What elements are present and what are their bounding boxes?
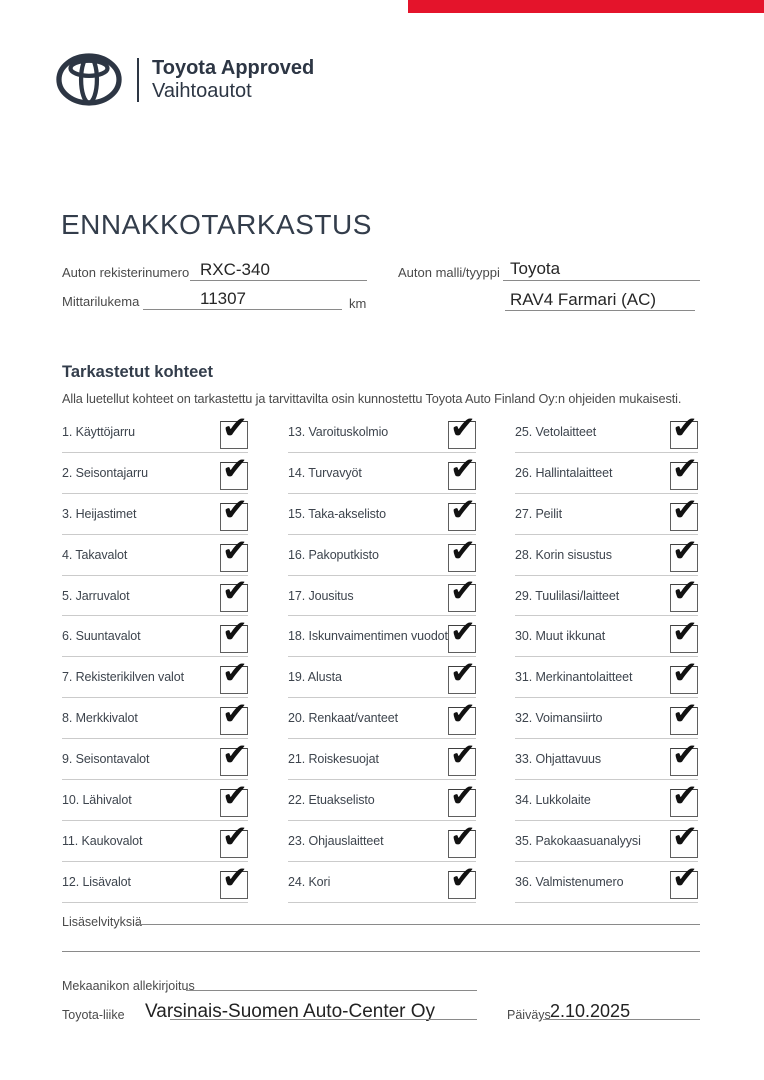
checklist-item-label: 1. Käyttöjarru [62, 424, 135, 439]
checkmark-icon: ✔ [222, 737, 248, 774]
checkbox[interactable] [670, 614, 698, 653]
checkmark-icon: ✔ [222, 573, 248, 610]
checklist-item-label: 36. Valmistenumero [515, 874, 624, 889]
brand-subtitle: Vaihtoautot [152, 79, 252, 102]
section-heading: Tarkastetut kohteet [62, 363, 213, 381]
checklist-item [515, 532, 698, 576]
checklist-item [515, 818, 698, 862]
checklist-item [288, 777, 476, 821]
checklist-item [62, 818, 248, 862]
checkmark-icon: ✔ [222, 491, 248, 528]
checkbox[interactable] [448, 573, 476, 612]
checkmark-icon: ✔ [672, 737, 698, 774]
checkmark-icon: ✔ [672, 859, 698, 896]
checkmark-icon: ✔ [222, 696, 248, 733]
checkmark-icon: ✔ [450, 737, 476, 774]
brand-header [56, 53, 314, 106]
dealer-label: Toyota-liike [62, 1008, 125, 1022]
checklist-item [62, 698, 248, 739]
checklist-item [288, 859, 476, 903]
checkbox[interactable] [220, 491, 248, 531]
notes-label: Lisäselvityksiä [62, 915, 142, 929]
checklist-item-label: 20. Renkaat/vanteet [288, 711, 398, 726]
checklist-item-label: 18. Iskunvaimentimen vuodot [288, 629, 448, 644]
checkmark-icon: ✔ [222, 409, 248, 446]
checkbox[interactable] [448, 409, 476, 449]
reg-number-value[interactable]: RXC-340 [200, 260, 270, 279]
checklist-item-label: 33. Ohjattavuus [515, 752, 602, 767]
checklist-item [288, 657, 476, 698]
checklist-item [515, 657, 698, 698]
checkbox[interactable] [670, 655, 698, 694]
checkbox[interactable] [448, 532, 476, 572]
checkbox[interactable] [220, 696, 248, 735]
odometer-value[interactable]: 11307 [200, 289, 247, 308]
checkmark-icon: ✔ [450, 777, 476, 814]
reg-number-underline [190, 280, 367, 281]
checklist-item [62, 450, 248, 494]
checkbox[interactable] [448, 737, 476, 776]
checklist-item-label: 27. Peilit [515, 506, 562, 521]
checkbox[interactable] [220, 614, 248, 653]
odometer-unit: km [349, 296, 367, 311]
dealer-value[interactable]: Varsinais-Suomen Auto-Center Oy [145, 1001, 436, 1022]
checklist-item-label: 16. Pakoputkisto [288, 547, 379, 562]
checklist-item-label: 2. Seisontajarru [62, 465, 148, 480]
checklist-item [288, 818, 476, 862]
checkbox[interactable] [220, 532, 248, 572]
checkbox[interactable] [670, 573, 698, 612]
checkmark-icon: ✔ [450, 614, 476, 651]
checkmark-icon: ✔ [672, 655, 698, 692]
checkmark-icon: ✔ [672, 696, 698, 733]
section-description: Alla luetellut kohteet on tarkastettu ja tarvittavilta osin kunnostettu Toyota Auto Finland Oy:n ohjeiden mukaisesti. [62, 392, 682, 406]
checklist-item-label: 31. Merkinantolaitteet [515, 670, 633, 685]
checklist-item [288, 739, 476, 780]
checkmark-icon: ✔ [450, 859, 476, 896]
checklist-item [288, 409, 476, 453]
mechanic-signature-label: Mekaanikon allekirjoitus [62, 979, 195, 993]
checkmark-icon: ✔ [222, 777, 248, 814]
model-type-underline-1 [503, 280, 700, 281]
checklist-item [515, 573, 698, 617]
checklist-item-label: 25. Vetolaitteet [515, 424, 597, 439]
checkmark-icon: ✔ [222, 818, 248, 855]
checkmark-icon: ✔ [672, 777, 698, 814]
checklist-item [288, 698, 476, 739]
checkbox[interactable] [448, 859, 476, 899]
checklist-item-label: 13. Varoituskolmio [288, 424, 389, 439]
checkbox[interactable] [670, 491, 698, 531]
checklist-item-label: 35. Pakokaasuanalyysi [515, 833, 641, 848]
checkbox[interactable] [670, 777, 698, 817]
checklist-item [288, 573, 476, 617]
checkmark-icon: ✔ [222, 450, 248, 487]
checkmark-icon: ✔ [672, 409, 698, 446]
notes-line-2[interactable] [62, 951, 700, 952]
checklist-item [62, 657, 248, 698]
checkmark-icon: ✔ [450, 450, 476, 487]
checklist-item-label: 6. Suuntavalot [62, 629, 141, 644]
checklist-item-label: 3. Heijastimet [62, 506, 137, 521]
checklist-item [62, 777, 248, 821]
checkmark-icon: ✔ [450, 491, 476, 528]
checkmark-icon: ✔ [222, 532, 248, 569]
checkbox[interactable] [220, 737, 248, 776]
model-type-underline-2 [505, 310, 695, 311]
checklist-item-label: 21. Roiskesuojat [288, 752, 379, 767]
checklist-item-label: 23. Ohjauslaitteet [288, 833, 384, 848]
checkbox[interactable] [448, 655, 476, 694]
checklist-item-label: 34. Lukkolaite [515, 792, 591, 807]
checklist-item [62, 491, 248, 535]
checklist-item-label: 14. Turvavyöt [288, 465, 362, 480]
checkbox[interactable] [220, 573, 248, 612]
checkbox[interactable] [670, 818, 698, 858]
checkbox[interactable] [220, 655, 248, 694]
checklist-item [62, 409, 248, 453]
brand-divider [137, 58, 139, 102]
checkmark-icon: ✔ [450, 532, 476, 569]
checkbox[interactable] [220, 450, 248, 490]
top-red-bar [408, 0, 764, 13]
checkmark-icon: ✔ [672, 532, 698, 569]
checklist-column-2 [288, 409, 476, 903]
checklist-item [62, 532, 248, 576]
checkmark-icon: ✔ [222, 859, 248, 896]
model-type-value-line2[interactable]: RAV4 Farmari (AC) [510, 290, 657, 309]
checklist-item [62, 739, 248, 780]
checkbox[interactable] [670, 409, 698, 449]
dealer-underline [170, 1019, 477, 1020]
checkmark-icon: ✔ [450, 573, 476, 610]
checklist-item-label: 5. Jarruvalot [62, 588, 130, 603]
checkbox[interactable] [670, 737, 698, 776]
checkbox[interactable] [670, 859, 698, 899]
checkmark-icon: ✔ [450, 696, 476, 733]
checkmark-icon: ✔ [450, 409, 476, 446]
toyota-logo-icon [56, 53, 122, 106]
page-title: ENNAKKOTARKASTUS [61, 209, 372, 240]
checkbox[interactable] [670, 696, 698, 735]
checklist-item [288, 450, 476, 494]
checklist-item-label: 9. Seisontavalot [62, 752, 150, 767]
checkmark-icon: ✔ [450, 655, 476, 692]
checklist-item-label: 11. Kaukovalot [62, 833, 143, 848]
checklist-item [515, 777, 698, 821]
model-type-label: Auton malli/tyyppi [398, 265, 500, 280]
notes-line-1[interactable] [136, 924, 700, 925]
checkmark-icon: ✔ [672, 491, 698, 528]
checklist-column-1 [62, 409, 248, 903]
checkmark-icon: ✔ [672, 450, 698, 487]
checkmark-icon: ✔ [450, 818, 476, 855]
date-value[interactable]: 2.10.2025 [550, 1001, 631, 1021]
odometer-underline [143, 309, 342, 310]
brand-text [152, 57, 314, 103]
checklist-item-label: 24. Kori [288, 874, 331, 889]
checklist-item-label: 17. Jousitus [288, 588, 354, 603]
checkmark-icon: ✔ [672, 573, 698, 610]
checklist-item-label: 28. Korin sisustus [515, 547, 612, 562]
checklist-item [515, 616, 698, 657]
odometer-label: Mittarilukema [62, 294, 140, 309]
checklist-column-3 [515, 409, 698, 903]
checklist-item-label: 26. Hallintalaitteet [515, 465, 613, 480]
checklist-item [62, 859, 248, 903]
checklist-item [515, 409, 698, 453]
checkbox[interactable] [670, 532, 698, 572]
checklist-item-label: 32. Voimansiirto [515, 711, 603, 726]
model-type-value-line1[interactable]: Toyota [510, 259, 561, 278]
mechanic-signature-line[interactable] [186, 990, 477, 991]
checklist-item [62, 616, 248, 657]
checklist-item [62, 573, 248, 617]
checklist-item-label: 7. Rekisterikilven valot [62, 670, 184, 685]
checklist-item [288, 616, 476, 657]
checkbox[interactable] [448, 450, 476, 490]
checkbox[interactable] [448, 777, 476, 817]
checklist-item-label: 19. Alusta [288, 670, 342, 685]
date-label: Päiväys [507, 1008, 551, 1022]
checklist-item [288, 532, 476, 576]
checklist-item-label: 29. Tuulilasi/laitteet [515, 588, 620, 603]
checkmark-icon: ✔ [672, 614, 698, 651]
checklist-item-label: 12. Lisävalot [62, 874, 131, 889]
checkbox[interactable] [670, 450, 698, 490]
date-underline [543, 1019, 700, 1020]
checkbox[interactable] [220, 409, 248, 449]
checkmark-icon: ✔ [222, 614, 248, 651]
checklist-item-label: 10. Lähivalot [62, 792, 132, 807]
checkmark-icon: ✔ [222, 655, 248, 692]
checkbox[interactable] [220, 859, 248, 899]
brand-title: Toyota Approved [152, 56, 315, 79]
checkbox[interactable] [448, 696, 476, 735]
checkbox[interactable] [220, 777, 248, 817]
checkbox[interactable] [448, 614, 476, 653]
reg-number-label: Auton rekisterinumero [62, 265, 190, 280]
checklist-item [288, 491, 476, 535]
checkbox[interactable] [448, 491, 476, 531]
checklist-item-label: 22. Etuakselisto [288, 792, 375, 807]
checkbox[interactable] [448, 818, 476, 858]
checklist-item-label: 30. Muut ikkunat [515, 629, 606, 644]
checklist-item [515, 491, 698, 535]
checklist-item [515, 450, 698, 494]
checkmark-icon: ✔ [672, 818, 698, 855]
checklist-item-label: 15. Taka-akselisto [288, 506, 387, 521]
checklist-item [515, 739, 698, 780]
checklist-item-label: 8. Merkkivalot [62, 711, 138, 726]
checkbox[interactable] [220, 818, 248, 858]
checklist-item [515, 859, 698, 903]
checklist-item-label: 4. Takavalot [62, 547, 128, 562]
checklist-item [515, 698, 698, 739]
